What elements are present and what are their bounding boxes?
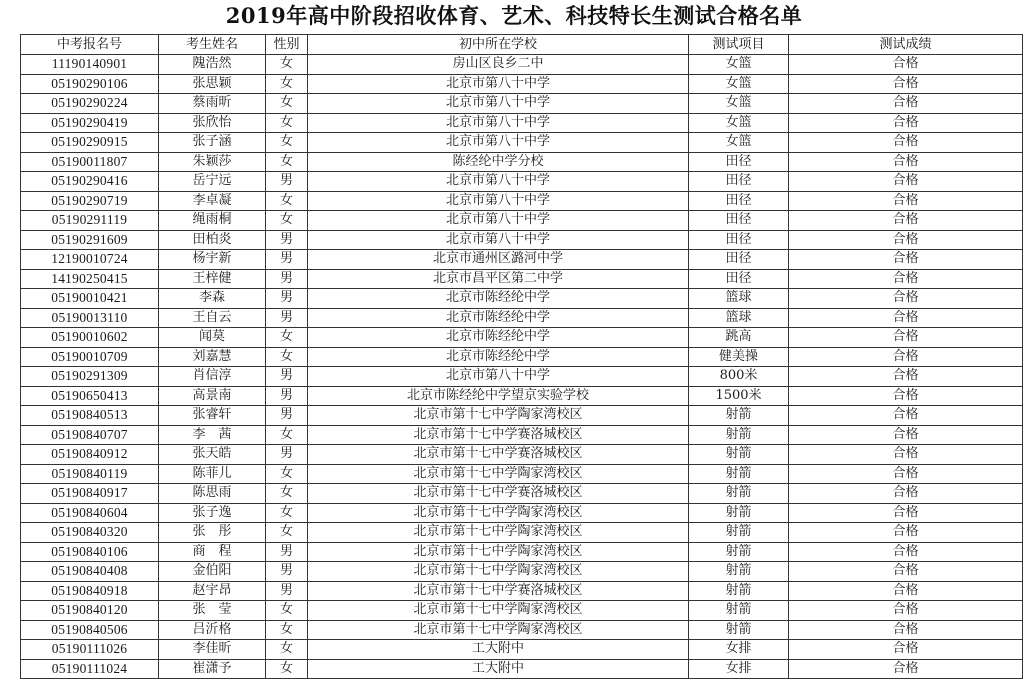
cell-school: 北京市第十七中学陶家湾校区: [308, 406, 689, 426]
cell-name: 朱颖莎: [159, 152, 266, 172]
cell-name: 张天皓: [159, 445, 266, 465]
cell-exam-id: 05190290416: [21, 172, 159, 192]
cell-exam-id: 05190011807: [21, 152, 159, 172]
cell-gender: 男: [266, 386, 308, 406]
table-row: [21, 581, 1023, 601]
cell-result: 合格: [789, 113, 1023, 133]
cell-exam-id: 05190840408: [21, 562, 159, 582]
cell-exam-id: 05190010602: [21, 328, 159, 348]
cell-gender: 男: [266, 562, 308, 582]
cell-name: 杨宇新: [159, 250, 266, 270]
cell-test-item: 射箭: [689, 601, 789, 621]
cell-gender: 女: [266, 328, 308, 348]
cell-school: 北京市第八十中学: [308, 113, 689, 133]
cell-result: 合格: [789, 503, 1023, 523]
cell-name: 绳雨桐: [159, 211, 266, 231]
cell-gender: 女: [266, 484, 308, 504]
cell-result: 合格: [789, 425, 1023, 445]
cell-name: 闻莫: [159, 328, 266, 348]
table-row: [21, 562, 1023, 582]
table-row: [21, 289, 1023, 309]
cell-test-item: 女篮: [689, 55, 789, 75]
cell-gender: 男: [266, 367, 308, 387]
cell-exam-id: 05190290719: [21, 191, 159, 211]
cell-test-item: 田径: [689, 191, 789, 211]
cell-result: 合格: [789, 562, 1023, 582]
cell-result: 合格: [789, 640, 1023, 660]
cell-school: 北京市第十七中学陶家湾校区: [308, 601, 689, 621]
cell-exam-id: 05190840912: [21, 445, 159, 465]
cell-exam-id: 05190840604: [21, 503, 159, 523]
header-result: 测试成绩: [789, 35, 1023, 55]
table-row: [21, 328, 1023, 348]
results-table: [20, 34, 1023, 679]
cell-test-item: 射箭: [689, 425, 789, 445]
table-row: [21, 250, 1023, 270]
cell-test-item: 射箭: [689, 464, 789, 484]
table-row: [21, 484, 1023, 504]
cell-result: 合格: [789, 328, 1023, 348]
cell-exam-id: 05190840120: [21, 601, 159, 621]
cell-test-item: 田径: [689, 172, 789, 192]
cell-test-item: 跳高: [689, 328, 789, 348]
cell-school: 北京市第八十中学: [308, 367, 689, 387]
cell-test-item: 射箭: [689, 445, 789, 465]
cell-exam-id: 05190840917: [21, 484, 159, 504]
cell-test-item: 射箭: [689, 562, 789, 582]
cell-gender: 男: [266, 406, 308, 426]
cell-gender: 男: [266, 542, 308, 562]
cell-test-item: 田径: [689, 269, 789, 289]
cell-result: 合格: [789, 406, 1023, 426]
cell-result: 合格: [789, 464, 1023, 484]
header-name: 考生姓名: [159, 35, 266, 55]
cell-school: 北京市第十七中学陶家湾校区: [308, 542, 689, 562]
cell-school: 北京市昌平区第二中学: [308, 269, 689, 289]
cell-name: 刘嘉慧: [159, 347, 266, 367]
cell-gender: 女: [266, 601, 308, 621]
cell-test-item: 女篮: [689, 133, 789, 153]
cell-gender: 男: [266, 250, 308, 270]
cell-result: 合格: [789, 55, 1023, 75]
cell-test-item: 篮球: [689, 308, 789, 328]
cell-school: 工大附中: [308, 640, 689, 660]
table-row: [21, 406, 1023, 426]
cell-school: 北京市第八十中学: [308, 74, 689, 94]
cell-school: 北京市第十七中学赛洛城校区: [308, 484, 689, 504]
cell-test-item: 田径: [689, 211, 789, 231]
cell-exam-id: 05190840106: [21, 542, 159, 562]
cell-gender: 女: [266, 640, 308, 660]
cell-school: 北京市第八十中学: [308, 133, 689, 153]
cell-test-item: 女篮: [689, 94, 789, 114]
cell-name: 张欣怡: [159, 113, 266, 133]
cell-result: 合格: [789, 133, 1023, 153]
cell-result: 合格: [789, 250, 1023, 270]
table-row: [21, 347, 1023, 367]
table-row: [21, 133, 1023, 153]
page-title: 2019年高中阶段招收体育、艺术、科技特长生测试合格名单: [225, 3, 803, 28]
cell-school: 北京市陈经纶中学: [308, 308, 689, 328]
table-row: [21, 74, 1023, 94]
cell-name: 王自云: [159, 308, 266, 328]
table-row: [21, 55, 1023, 75]
table-row: [21, 191, 1023, 211]
cell-name: 张子涵: [159, 133, 266, 153]
cell-school: 工大附中: [308, 659, 689, 679]
cell-exam-id: 05190650413: [21, 386, 159, 406]
cell-test-item: 射箭: [689, 484, 789, 504]
cell-name: 田柏炎: [159, 230, 266, 250]
cell-test-item: 健美操: [689, 347, 789, 367]
cell-name: 张 彤: [159, 523, 266, 543]
cell-result: 合格: [789, 152, 1023, 172]
cell-result: 合格: [789, 542, 1023, 562]
cell-result: 合格: [789, 230, 1023, 250]
cell-exam-id: 05190840513: [21, 406, 159, 426]
table-row: [21, 659, 1023, 679]
cell-exam-id: 12190010724: [21, 250, 159, 270]
cell-test-item: 射箭: [689, 406, 789, 426]
table-row: [21, 230, 1023, 250]
cell-result: 合格: [789, 269, 1023, 289]
cell-result: 合格: [789, 367, 1023, 387]
cell-exam-id: 05190010421: [21, 289, 159, 309]
cell-gender: 男: [266, 581, 308, 601]
cell-gender: 女: [266, 74, 308, 94]
cell-test-item: 篮球: [689, 289, 789, 309]
cell-gender: 女: [266, 55, 308, 75]
cell-exam-id: 05190010709: [21, 347, 159, 367]
cell-name: 李 茜: [159, 425, 266, 445]
table-row: [21, 211, 1023, 231]
table-row: [21, 172, 1023, 192]
cell-name: 李森: [159, 289, 266, 309]
cell-exam-id: 05190290419: [21, 113, 159, 133]
table-row: [21, 367, 1023, 387]
table-row: [21, 94, 1023, 114]
cell-gender: 女: [266, 152, 308, 172]
cell-result: 合格: [789, 94, 1023, 114]
cell-exam-id: 05190840119: [21, 464, 159, 484]
cell-school: 北京市陈经纶中学: [308, 328, 689, 348]
cell-exam-id: 05190840918: [21, 581, 159, 601]
cell-test-item: 田径: [689, 250, 789, 270]
header-school: 初中所在学校: [308, 35, 689, 55]
cell-name: 李卓凝: [159, 191, 266, 211]
table-row: [21, 620, 1023, 640]
cell-name: 赵宇昂: [159, 581, 266, 601]
header-row: [21, 35, 1023, 55]
cell-exam-id: 05190290224: [21, 94, 159, 114]
cell-school: 北京市第十七中学赛洛城校区: [308, 581, 689, 601]
cell-test-item: 800米: [689, 367, 789, 387]
cell-gender: 女: [266, 464, 308, 484]
cell-school: 北京市第八十中学: [308, 211, 689, 231]
cell-gender: 女: [266, 211, 308, 231]
cell-name: 金伯阳: [159, 562, 266, 582]
cell-result: 合格: [789, 308, 1023, 328]
cell-name: 崔潇予: [159, 659, 266, 679]
cell-test-item: 女篮: [689, 113, 789, 133]
cell-gender: 女: [266, 503, 308, 523]
cell-test-item: 女排: [689, 659, 789, 679]
cell-school: 北京市第十七中学赛洛城校区: [308, 425, 689, 445]
cell-gender: 男: [266, 269, 308, 289]
cell-test-item: 射箭: [689, 523, 789, 543]
cell-gender: 男: [266, 445, 308, 465]
cell-result: 合格: [789, 445, 1023, 465]
cell-result: 合格: [789, 523, 1023, 543]
table-row: [21, 425, 1023, 445]
table-row: [21, 386, 1023, 406]
cell-school: 房山区良乡二中: [308, 55, 689, 75]
cell-result: 合格: [789, 172, 1023, 192]
cell-school: 北京市第八十中学: [308, 94, 689, 114]
cell-result: 合格: [789, 347, 1023, 367]
cell-exam-id: 05190290915: [21, 133, 159, 153]
cell-gender: 男: [266, 172, 308, 192]
cell-name: 张思颖: [159, 74, 266, 94]
cell-exam-id: 14190250415: [21, 269, 159, 289]
cell-result: 合格: [789, 211, 1023, 231]
cell-gender: 女: [266, 133, 308, 153]
cell-result: 合格: [789, 620, 1023, 640]
cell-test-item: 射箭: [689, 581, 789, 601]
cell-test-item: 射箭: [689, 503, 789, 523]
table-row: [21, 523, 1023, 543]
cell-exam-id: 05190291609: [21, 230, 159, 250]
cell-school: 北京市陈经纶中学: [308, 289, 689, 309]
cell-name: 高景南: [159, 386, 266, 406]
cell-school: 北京市第八十中学: [308, 172, 689, 192]
cell-exam-id: 05190291309: [21, 367, 159, 387]
table-row: [21, 308, 1023, 328]
cell-gender: 女: [266, 523, 308, 543]
table-row: [21, 445, 1023, 465]
cell-school: 北京市陈经纶中学望京实验学校: [308, 386, 689, 406]
cell-name: 隗浩然: [159, 55, 266, 75]
cell-school: 北京市第十七中学陶家湾校区: [308, 620, 689, 640]
cell-exam-id: 05190840707: [21, 425, 159, 445]
cell-result: 合格: [789, 74, 1023, 94]
table-row: [21, 503, 1023, 523]
cell-result: 合格: [789, 484, 1023, 504]
cell-school: 北京市第十七中学陶家湾校区: [308, 503, 689, 523]
table-row: [21, 464, 1023, 484]
header-test-item: 测试项目: [689, 35, 789, 55]
table-body: [21, 55, 1023, 679]
cell-exam-id: 05190840506: [21, 620, 159, 640]
cell-gender: 男: [266, 289, 308, 309]
cell-exam-id: 05190290106: [21, 74, 159, 94]
cell-school: 北京市第十七中学陶家湾校区: [308, 523, 689, 543]
cell-gender: 女: [266, 659, 308, 679]
cell-school: 北京市陈经纶中学: [308, 347, 689, 367]
cell-name: 张睿轩: [159, 406, 266, 426]
cell-school: 北京市第八十中学: [308, 191, 689, 211]
cell-name: 陈菲儿: [159, 464, 266, 484]
cell-gender: 女: [266, 425, 308, 445]
table-row: [21, 640, 1023, 660]
cell-gender: 男: [266, 230, 308, 250]
cell-result: 合格: [789, 289, 1023, 309]
header-exam-id: 中考报名号: [21, 35, 159, 55]
cell-name: 肖信淳: [159, 367, 266, 387]
cell-school: 北京市第十七中学陶家湾校区: [308, 562, 689, 582]
cell-gender: 女: [266, 113, 308, 133]
cell-school: 北京市第八十中学: [308, 230, 689, 250]
cell-exam-id: 05190840320: [21, 523, 159, 543]
cell-name: 李佳昕: [159, 640, 266, 660]
cell-test-item: 女排: [689, 640, 789, 660]
cell-gender: 女: [266, 191, 308, 211]
cell-name: 张 莹: [159, 601, 266, 621]
cell-test-item: 田径: [689, 230, 789, 250]
cell-test-item: 射箭: [689, 620, 789, 640]
cell-exam-id: 05190111024: [21, 659, 159, 679]
cell-result: 合格: [789, 581, 1023, 601]
header-gender: 性别: [266, 35, 308, 55]
table-row: [21, 269, 1023, 289]
cell-gender: 女: [266, 94, 308, 114]
cell-test-item: 射箭: [689, 542, 789, 562]
cell-exam-id: 05190111026: [21, 640, 159, 660]
cell-exam-id: 05190291119: [21, 211, 159, 231]
cell-name: 商 程: [159, 542, 266, 562]
cell-test-item: 1500米: [689, 386, 789, 406]
cell-gender: 女: [266, 347, 308, 367]
cell-name: 蔡雨昕: [159, 94, 266, 114]
cell-name: 岳宁远: [159, 172, 266, 192]
cell-name: 张子逸: [159, 503, 266, 523]
table-row: [21, 152, 1023, 172]
cell-name: 吕沂格: [159, 620, 266, 640]
cell-test-item: 女篮: [689, 74, 789, 94]
cell-result: 合格: [789, 659, 1023, 679]
cell-school: 北京市第十七中学赛洛城校区: [308, 445, 689, 465]
cell-name: 王梓健: [159, 269, 266, 289]
cell-exam-id: 11190140901: [21, 55, 159, 75]
cell-school: 陈经纶中学分校: [308, 152, 689, 172]
cell-result: 合格: [789, 386, 1023, 406]
table-row: [21, 542, 1023, 562]
cell-result: 合格: [789, 601, 1023, 621]
cell-school: 北京市通州区潞河中学: [308, 250, 689, 270]
cell-test-item: 田径: [689, 152, 789, 172]
cell-gender: 女: [266, 620, 308, 640]
cell-name: 陈思雨: [159, 484, 266, 504]
cell-gender: 男: [266, 308, 308, 328]
cell-school: 北京市第十七中学陶家湾校区: [308, 464, 689, 484]
cell-result: 合格: [789, 191, 1023, 211]
table-row: [21, 601, 1023, 621]
table-row: [21, 113, 1023, 133]
cell-exam-id: 05190013110: [21, 308, 159, 328]
